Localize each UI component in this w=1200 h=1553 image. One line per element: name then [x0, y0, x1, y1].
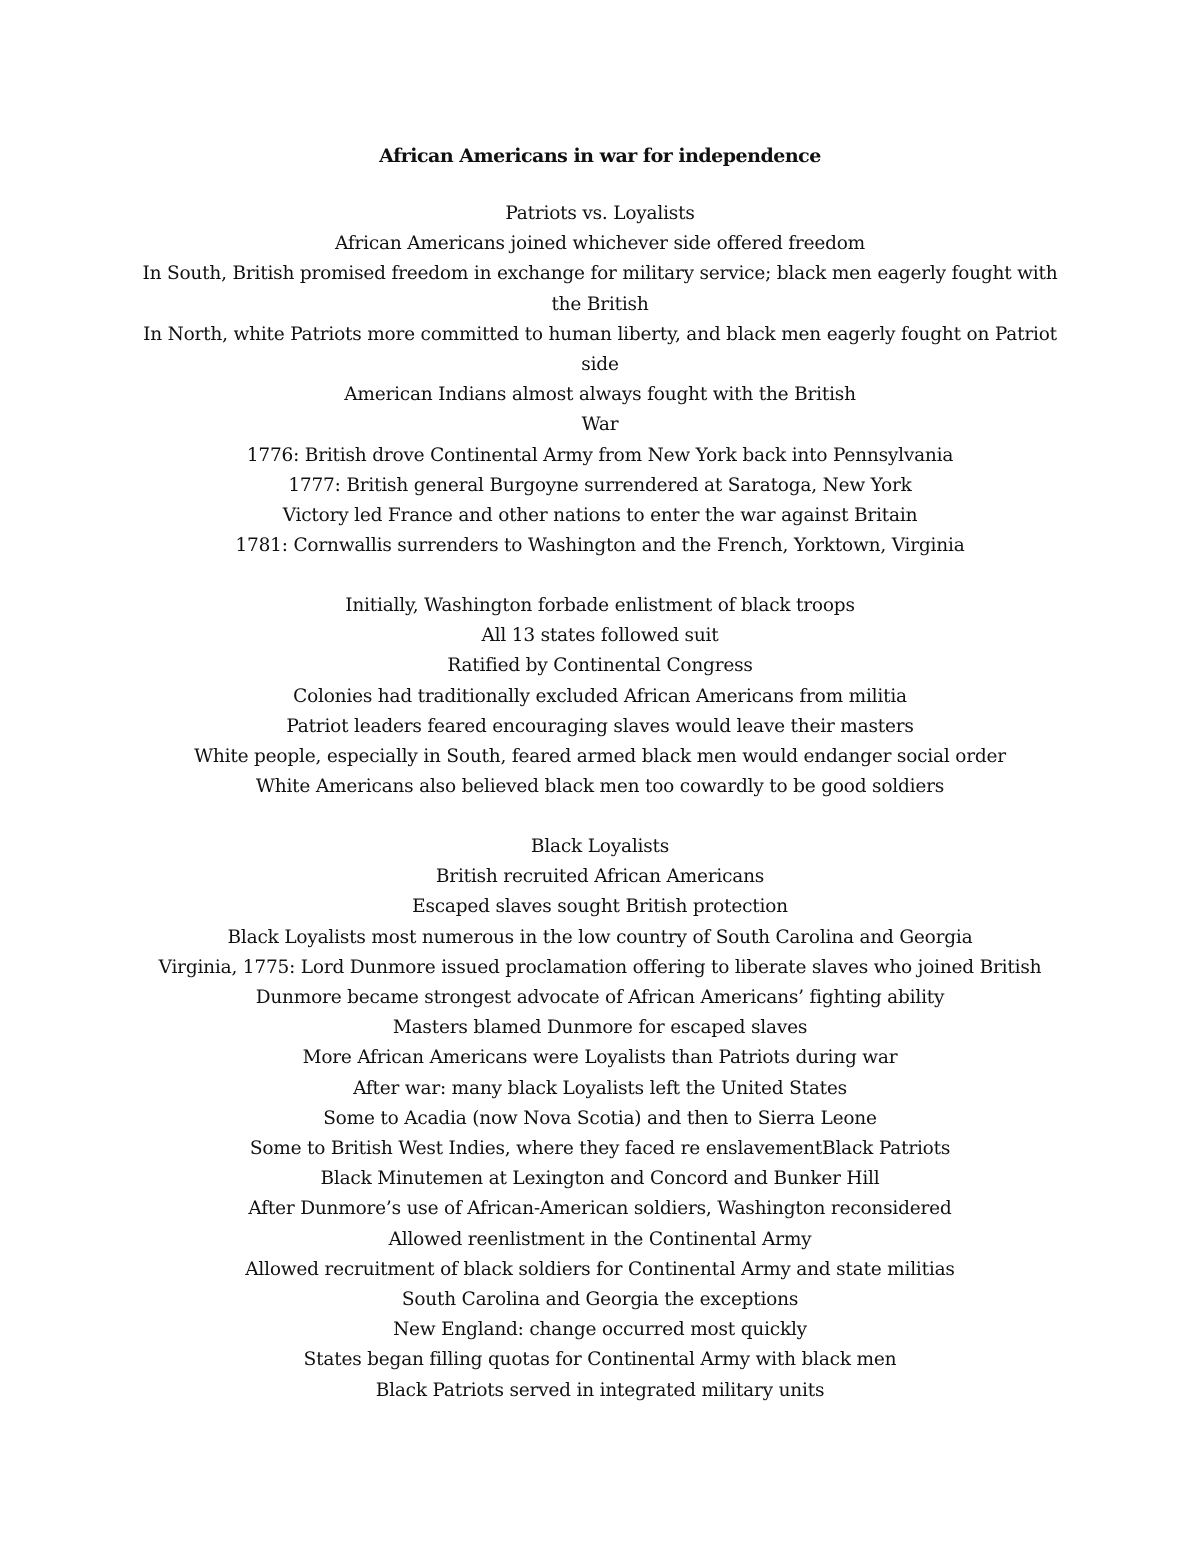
text-line: Some to Acadia (now Nova Scotia) and then to Sierra Leone	[323, 1107, 877, 1129]
text-line: All 13 states followed suit	[481, 625, 719, 647]
text-line: Patriots vs. Loyalists	[505, 203, 695, 224]
text-line: 1777: British general Burgoyne surrendered at Saratoga, New York	[288, 474, 912, 496]
text-line: Escaped slaves sought British protection	[412, 896, 788, 918]
text-line: African Americans joined whichever side offered freedom	[335, 233, 865, 255]
text-line: Some to British West Indies, where they faced re enslavementBlack Patriots	[249, 1138, 951, 1160]
text-line: Black Patriots served in integrated military units	[375, 1379, 825, 1401]
section-patriots-vs-loyalists	[140, 199, 1060, 561]
text-line: States began filling quotas for Continental Army with black men	[303, 1349, 897, 1371]
section-black-loyalists	[140, 832, 1060, 1406]
text-line: White people, especially in South, feared armed black men would endanger social order	[194, 746, 1006, 768]
text-line: Black Minutemen at Lexington and Concord and Bunker Hill	[320, 1168, 880, 1190]
text-line: Allowed recruitment of black soldiers for Continental Army and state militias	[245, 1258, 955, 1280]
text-line: White Americans also believed black men too cowardly to be good soldiers	[255, 776, 945, 798]
text-line: War	[581, 414, 619, 436]
text-line: British recruited African Americans	[435, 866, 765, 888]
text-line: Patriot leaders feared encouraging slaves would leave their masters	[286, 715, 914, 737]
text-line: American Indians almost always fought with the British	[344, 384, 856, 406]
text-line: Virginia, 1775: Lord Dunmore issued proclamation offering to liberate slaves who joined British	[158, 956, 1042, 978]
text-line: Victory led France and other nations to enter the war against Britain	[282, 505, 918, 527]
text-line: Dunmore became strongest advocate of African Americans’ fighting ability	[255, 987, 945, 1009]
text-line: Masters blamed Dunmore for escaped slaves	[392, 1017, 808, 1039]
section-enlistment	[140, 591, 1060, 802]
text-line: Initially, Washington forbade enlistment of black troops	[345, 595, 855, 616]
text-line: 1781: Cornwallis surrenders to Washington and the French, Yorktown, Virginia	[235, 535, 965, 557]
text-line: New England: change occurred most quickly	[393, 1319, 807, 1341]
text-line: After Dunmore’s use of African-American soldiers, Washington reconsidered	[248, 1198, 952, 1220]
text-line: More African Americans were Loyalists than Patriots during war	[302, 1047, 898, 1069]
text-line: Ratified by Continental Congress	[447, 655, 753, 677]
text-line: In North, white Patriots more committed to human liberty, and black men eagerly fought on Patriot side	[143, 323, 1057, 376]
text-line: Black Loyalists most numerous in the low country of South Carolina and Georgia	[227, 926, 973, 948]
text-line: 1776: British drove Continental Army from New York back into Pennsylvania	[246, 444, 954, 466]
text-line: Black Loyalists	[530, 836, 670, 857]
text-line: Allowed reenlistment in the Continental Army	[388, 1228, 812, 1250]
text-line: South Carolina and Georgia the exceptions	[401, 1289, 799, 1311]
document-title: African Americans in war for independence	[379, 145, 821, 167]
text-line: In South, British promised freedom in exchange for military service; black men eagerly fought with the British	[142, 263, 1058, 315]
text-line: After war: many black Loyalists left the United States	[353, 1077, 847, 1099]
text-line: Colonies had traditionally excluded African Americans from militia	[293, 685, 907, 707]
